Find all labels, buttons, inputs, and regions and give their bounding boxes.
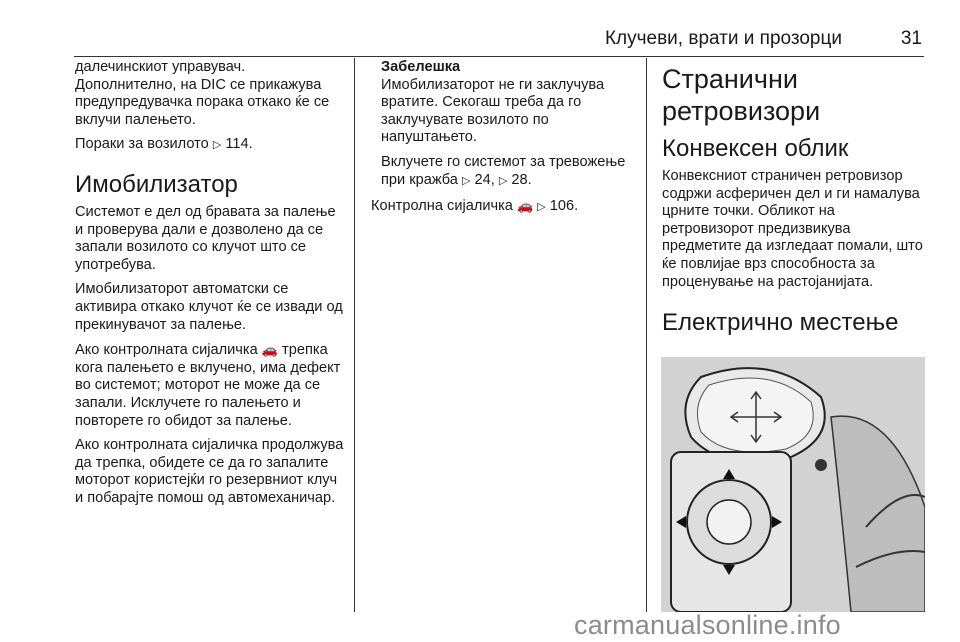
- text: Вклучете го системот за тревожење при кражба: [381, 153, 626, 188]
- section-heading-convex: Конвексен облик: [662, 135, 849, 162]
- page-ref-arrow-icon: ▷: [498, 174, 508, 187]
- column-3: [662, 59, 928, 342]
- immobilizer-lock-icon: 🚗: [516, 198, 534, 214]
- page-ref: 106.: [549, 198, 579, 215]
- note-paragraph: [381, 154, 639, 190]
- column-divider-1: [354, 58, 355, 612]
- page-ref: 28.: [511, 171, 532, 188]
- text: Ако контролната сијаличка: [75, 342, 262, 359]
- column-2: [371, 59, 639, 224]
- mirror-control-illustration: [661, 357, 925, 612]
- paragraph: [371, 197, 639, 217]
- page-number: 31: [900, 28, 922, 49]
- text: Контролна сијаличка: [371, 198, 517, 215]
- section-heading-electric: Електрично местење: [662, 309, 899, 337]
- mirror-adjust-svg: [661, 357, 925, 612]
- page-ref: 114.: [225, 136, 253, 153]
- note-box: [371, 59, 639, 190]
- paragraph: Конвексниот страничен ретровизор содржи асферичен дел и ги намалува црните точки. Обликот на ретровизорот предизвикува предметите да изгледаат помали, што ќе повлијае врз способноста за проценување на растојанијата.: [662, 168, 923, 290]
- watermark: carmanualsonline.info: [574, 610, 841, 640]
- paragraph: Ако контролната сијаличка продолжува да трепка, обидете се да го запалите моторот користејќи го резервниот клуч и побарајте помош од автомеханичар.: [75, 437, 344, 506]
- immobilizer-lock-icon: 🚗: [261, 342, 278, 358]
- page-ref-arrow-icon: ▷: [537, 201, 546, 214]
- page-ref: 24,: [474, 171, 499, 188]
- column-1: [75, 59, 347, 514]
- note-title: Забелешка: [381, 59, 461, 75]
- paragraph-ref: [75, 136, 347, 155]
- paragraph: Имобилизаторот автоматски се активира откако клучот ќе се извади од прекинувачот за палење.: [75, 281, 343, 333]
- paragraph: далечинскиот управувач. Дополнително, на DIC се прикажува предупредувачка порака откако ќе се вклучи палењето.: [75, 59, 330, 128]
- header-title: Клучеви, врати и прозорци: [604, 28, 842, 49]
- column-divider-2: [646, 58, 647, 612]
- section-heading-immobilizer: Имобилизатор: [75, 170, 238, 198]
- page-ref-arrow-icon: ▷: [461, 174, 471, 187]
- paragraph: Системот е дел од бравата за палење и проверува дали е дозволено да се запали возилото со клучот што се употребува.: [75, 203, 336, 273]
- ref-text: Пораки за возилото: [75, 136, 213, 153]
- section-heading-mirrors: Странични ретровизори: [662, 64, 821, 126]
- page-ref-arrow-icon: ▷: [212, 139, 222, 152]
- note-paragraph: Имобилизаторот не ги заклучува вратите. Секогаш треба да го заклучувате возилото по напуштањето.: [381, 76, 605, 146]
- header-rule: [74, 56, 924, 57]
- text: трепка кога палењето е вклучено, има дефект во системот; моторот не може да се запали. Исклучете го палењето и повторете го обидот за палење.: [75, 342, 341, 429]
- paragraph: [75, 341, 347, 430]
